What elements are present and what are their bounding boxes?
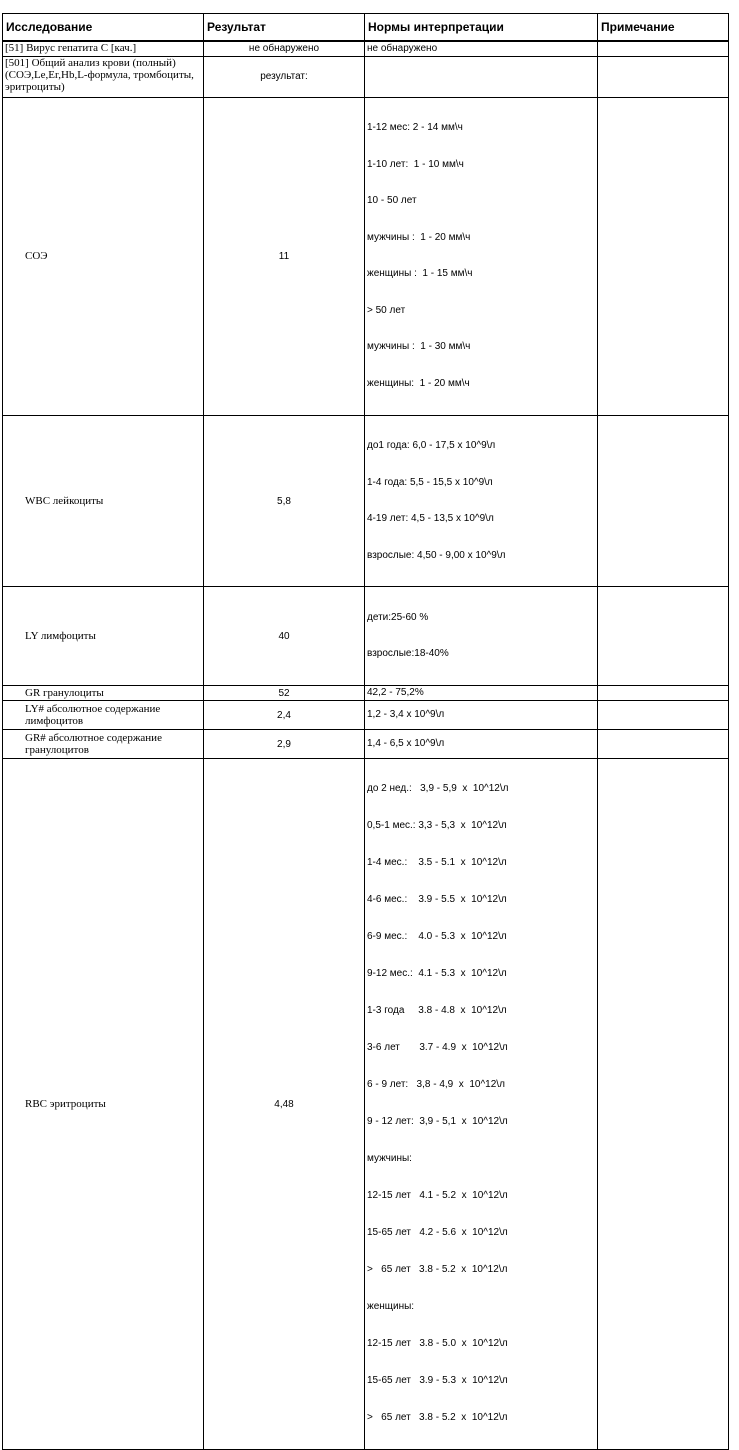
norm-line: 15-65 лет 4.2 - 5.6 x 10^12\л [367, 1227, 508, 1239]
norm-line: 6 - 9 лет: 3,8 - 4,9 x 10^12\л [367, 1079, 505, 1091]
header-note: Примечание [598, 14, 729, 42]
test-name: WBC лейкоциты [3, 415, 204, 587]
test-name: [51] Вирус гепатита С [кач.] [3, 41, 204, 56]
norm-line: 1,2 - 3,4 x 10^9\л [367, 708, 445, 720]
norm-line: 1-3 года 3.8 - 4.8 x 10^12\л [367, 1005, 507, 1017]
test-result: 2,9 [204, 730, 365, 759]
test-result: 52 [204, 686, 365, 701]
table-row-rbc [3, 759, 729, 1450]
table-row-esr [3, 97, 729, 415]
table-row-hepatitis-c [3, 41, 729, 56]
norm-line: 12-15 лет 3.8 - 5.0 x 10^12\л [367, 1338, 508, 1350]
norm-line: женщины: 1 - 20 мм\ч [367, 378, 470, 390]
test-norms [365, 41, 598, 56]
header-norms: Нормы интерпретации [365, 14, 598, 42]
norm-line: женщины : 1 - 15 мм\ч [367, 268, 473, 280]
test-result: 5,8 [204, 415, 365, 587]
test-note [598, 41, 729, 56]
test-note [598, 587, 729, 686]
test-norms [365, 701, 598, 730]
norm-line: мужчины : 1 - 30 мм\ч [367, 341, 471, 353]
norm-line: 1-12 мес: 2 - 14 мм\ч [367, 121, 463, 133]
lab-results-sheet [2, 13, 729, 1450]
test-name: RBC эритроциты [3, 759, 204, 1450]
table-row-ly [3, 587, 729, 686]
table-row-wbc [3, 415, 729, 587]
norm-line: 12-15 лет 4.1 - 5.2 x 10^12\л [367, 1190, 508, 1202]
test-result: 11 [204, 97, 365, 415]
norm-line: мужчины : 1 - 20 мм\ч [367, 231, 471, 243]
norm-line: 15-65 лет 3.9 - 5.3 x 10^12\л [367, 1375, 508, 1387]
test-norms [365, 587, 598, 686]
test-name: [501] Общий анализ крови (полный)(СОЭ,Le,Er,Hb,L-формула, тромбоциты, эритроциты) [3, 56, 204, 97]
header-study: Исследование [3, 14, 204, 42]
norm-line: взрослые:18-40% [367, 648, 449, 660]
test-norms [365, 56, 598, 97]
norm-line: 9 - 12 лет: 3,9 - 5,1 x 10^12\л [367, 1116, 508, 1128]
test-result: 2,4 [204, 701, 365, 730]
norm-line: > 65 лет 3.8 - 5.2 x 10^12\л [367, 1264, 508, 1276]
test-result: не обнаружено [204, 41, 365, 56]
test-note [598, 97, 729, 415]
test-norms [365, 97, 598, 415]
norm-line: 3-6 лет 3.7 - 4.9 x 10^12\л [367, 1042, 508, 1054]
table-row-cbc [3, 56, 729, 97]
norm-line: до 2 нед.: 3,9 - 5,9 x 10^12\л [367, 783, 509, 795]
test-name: GR гранулоциты [3, 686, 204, 701]
table-row-ly-abs [3, 701, 729, 730]
norm-line: 42,2 - 75,2% [367, 686, 424, 698]
norm-line: 10 - 50 лет [367, 195, 417, 207]
norm-line: дети:25-60 % [367, 611, 429, 623]
norm-line: 4-19 лет: 4,5 - 13,5 x 10^9\л [367, 513, 494, 525]
test-note [598, 701, 729, 730]
norm-line: 1-4 мес.: 3.5 - 5.1 x 10^12\л [367, 857, 507, 869]
test-norms [365, 759, 598, 1450]
test-name: LY# абсолютное содержание лимфоцитов [3, 701, 204, 730]
lab-results-table [2, 13, 729, 1450]
norm-line: 6-9 мес.: 4.0 - 5.3 x 10^12\л [367, 931, 507, 943]
norm-line: 9-12 мес.: 4.1 - 5.3 x 10^12\л [367, 968, 507, 980]
norm-line: > 65 лет 3.8 - 5.2 x 10^12\л [367, 1412, 508, 1424]
table-row-gr-abs [3, 730, 729, 759]
norm-line: взрослые: 4,50 - 9,00 x 10^9\л [367, 549, 506, 561]
norm-line: не обнаружено [367, 42, 438, 54]
test-note [598, 759, 729, 1450]
header-row [3, 14, 729, 42]
norm-line: > 50 лет [367, 304, 406, 316]
test-norms [365, 730, 598, 759]
header-result: Результат [204, 14, 365, 42]
test-note [598, 686, 729, 701]
table-row-gr [3, 686, 729, 701]
norm-line: 1,4 - 6,5 x 10^9\л [367, 737, 445, 749]
test-name: LY лимфоциты [3, 587, 204, 686]
test-note [598, 730, 729, 759]
norm-line: до1 года: 6,0 - 17,5 x 10^9\л [367, 440, 496, 452]
test-result: 4,48 [204, 759, 365, 1450]
norm-line: женщины: [367, 1301, 415, 1313]
test-norms [365, 415, 598, 587]
test-name: СОЭ [3, 97, 204, 415]
test-result: результат: [204, 56, 365, 97]
test-name: GR# абсолютное содержание гранулоцитов [3, 730, 204, 759]
norm-line: 1-10 лет: 1 - 10 мм\ч [367, 158, 464, 170]
test-note [598, 56, 729, 97]
test-norms [365, 686, 598, 701]
test-note [598, 415, 729, 587]
norm-line: мужчины: [367, 1153, 412, 1165]
norm-line: 0,5-1 мес.: 3,3 - 5,3 x 10^12\л [367, 820, 507, 832]
norm-line: 1-4 года: 5,5 - 15,5 x 10^9\л [367, 476, 493, 488]
test-result: 40 [204, 587, 365, 686]
norm-line: 4-6 мес.: 3.9 - 5.5 x 10^12\л [367, 894, 507, 906]
